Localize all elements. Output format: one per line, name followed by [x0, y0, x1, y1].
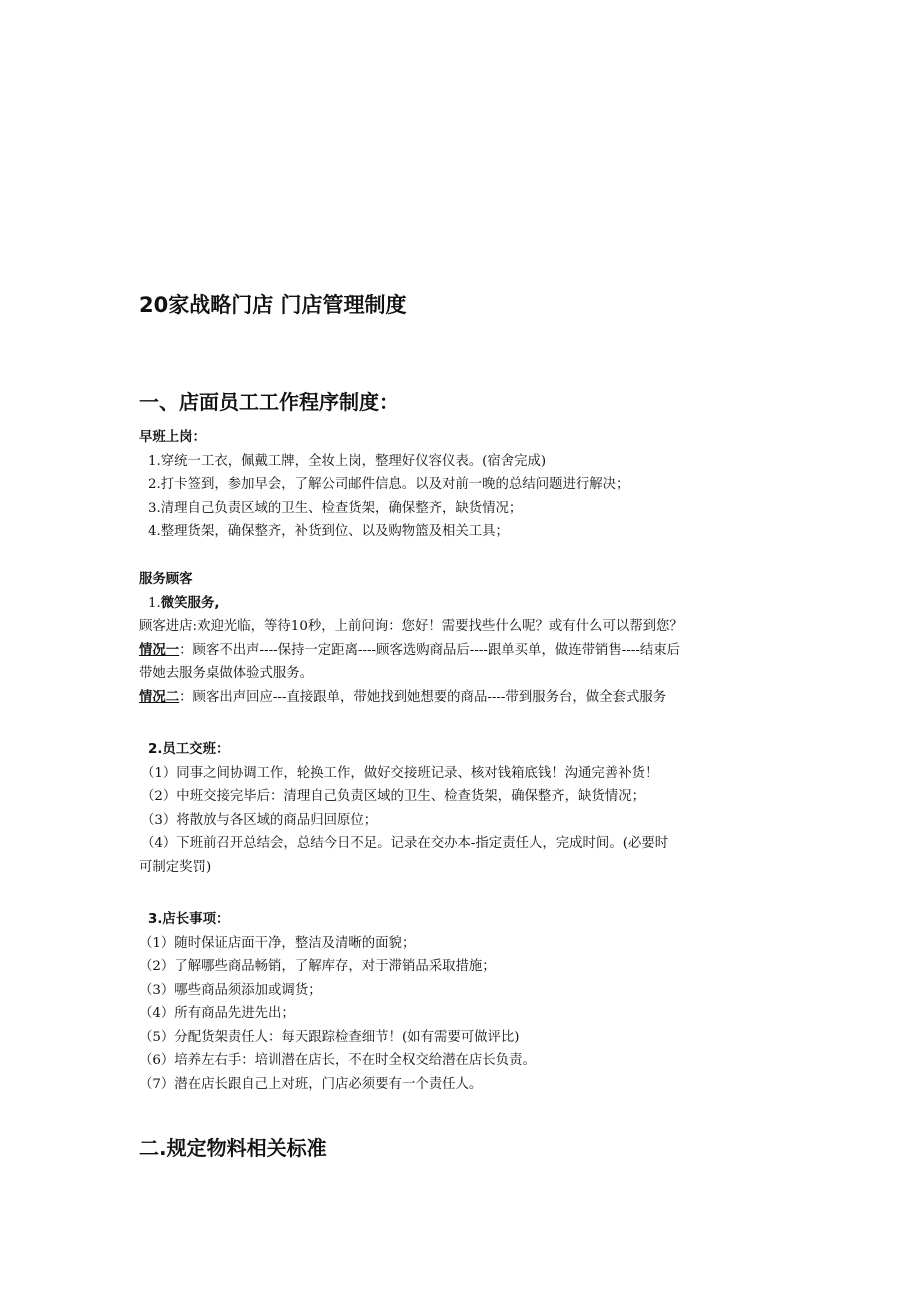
service-label: 服务顾客: [139, 572, 193, 587]
morning-item-1: 1.穿统一工衣，佩戴工牌，全妆上岗，整理好仪容仪表。(宿舍完成): [148, 453, 547, 469]
smile-service-number: 1.: [148, 595, 161, 611]
morning-item-3: 3.清理自己负责区域的卫生、检查货架，确保整齐，缺货情况；: [148, 500, 523, 516]
case-1-cont: 带她去服务桌做体验式服务。: [139, 666, 314, 681]
case-1-label: 情况一: [139, 642, 180, 658]
manager-block: [139, 908, 789, 1096]
manager-item-5: （5）分配货架责任人：每天跟踪检查细节！(如有需要可做评比): [139, 1029, 520, 1045]
manager-item-2: （2）了解哪些商品畅销，了解库存，对于滞销品采取措施；: [139, 959, 496, 974]
handover-item-1: （1）同事之间协调工作，轮换工作，做好交接班记录、核对钱箱底钱！沟通完善补货！: [141, 765, 659, 781]
morning-item-4: 4.整理货架，确保整齐，补货到位、以及购物篮及相关工具；: [148, 524, 509, 539]
morning-shift-label: 早班上岗：: [139, 430, 206, 445]
handover-item-4-cont: 可制定奖罚): [139, 859, 212, 875]
case-2-label: 情况二: [139, 689, 180, 705]
smile-service-line: [139, 592, 789, 616]
greeting-line: 顾客进店:欢迎光临，等待10秒，上前问询：您好！需要找些什么呢？或有什么可以帮到您？: [139, 619, 683, 634]
service-block: [139, 568, 789, 709]
case-1-text: ：顾客不出声----保持一定距离----顾客选购商品后----跟单买单，做连带销售----结束后: [179, 642, 681, 658]
manager-item-7: （7）潜在店长跟自己上对班，门店必须要有一个责任人。: [139, 1076, 483, 1092]
handover-item-3: （3）将散放与各区域的商品归回原位；: [141, 812, 378, 828]
manager-item-3: （3）哪些商品须添加或调货；: [139, 982, 322, 998]
case-2-line: [139, 686, 789, 710]
smile-service-label: 微笑服务,: [160, 595, 220, 611]
document-title: 20家战略门店 门店管理制度: [139, 293, 407, 317]
manager-item-1: （1）随时保证店面干净，整洁及清晰的面貌；: [139, 935, 416, 951]
handover-item-4: （4）下班前召开总结会，总结今日不足。记录在交办本-指定责任人，完成时间。(必要时: [141, 836, 669, 851]
morning-item-2: 2.打卡签到，参加早会，了解公司邮件信息。以及对前一晚的总结问题进行解决；: [148, 477, 630, 492]
section-1-heading: 一、店面员工工作程序制度：: [139, 390, 399, 414]
case-2-text: ：顾客出声回应---直接跟单，带她找到她想要的商品----带到服务台，做全套式服务: [179, 689, 667, 705]
morning-shift-block: [139, 426, 789, 544]
case-1-line: [139, 639, 789, 663]
handover-block: [139, 738, 789, 879]
manager-item-4: （4）所有商品先进先出；: [139, 1006, 295, 1021]
manager-item-6: （6）培养左右手：培训潜在店长，不在时全权交给潜在店长负责。: [139, 1053, 536, 1068]
section-2-heading: 二.规定物料相关标准: [139, 1136, 327, 1160]
manager-label: 3.店长事项：: [148, 912, 230, 927]
handover-item-2: （2）中班交接完毕后：清理自己负责区域的卫生、检查货架，确保整齐，缺货情况；: [141, 789, 645, 804]
handover-label: 2.员工交班：: [148, 742, 230, 757]
